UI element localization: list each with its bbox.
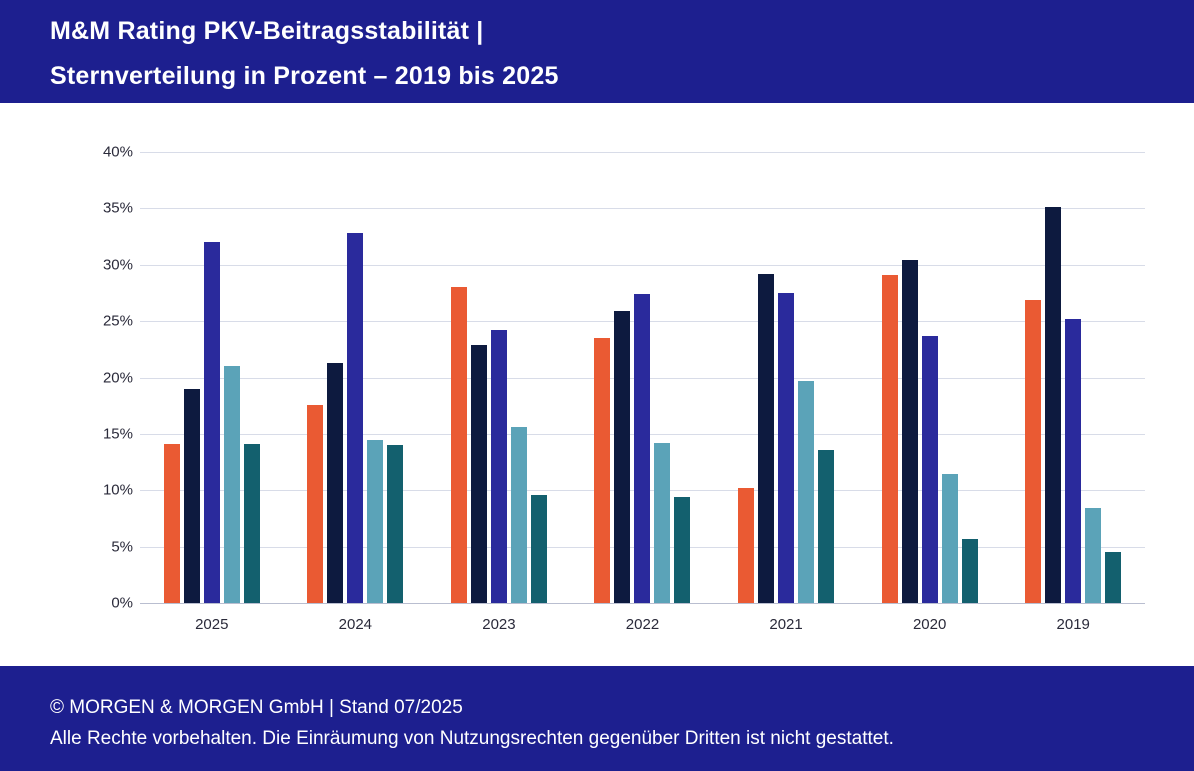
copyright-line: © MORGEN & MORGEN GmbH | Stand 07/2025 [50,697,463,718]
bar [594,338,610,603]
bar [1085,508,1101,603]
y-axis-tick-label: 10% [102,481,133,499]
bar [1045,207,1061,603]
bar-group [140,152,284,603]
bar [244,444,260,603]
bar [1105,552,1121,603]
bar [634,294,650,603]
bar [614,311,630,603]
bar [184,389,200,603]
bar [882,275,898,603]
bar [224,366,240,603]
bar [818,450,834,603]
y-axis-tick-label: 30% [102,256,133,274]
bar [471,345,487,603]
bar-series-container [140,152,1145,603]
x-axis-tick-label: 2024 [338,616,373,633]
x-axis-tick-label: 2019 [1056,616,1090,633]
bar-group [427,152,571,603]
bar-group [571,152,715,603]
y-axis-tick-label: 40% [102,143,133,161]
page-title-line-1: M&M Rating PKV-Beitragsstabilität | [50,17,484,45]
bar [674,497,690,603]
bar [738,488,754,603]
y-axis-tick-label: 25% [102,312,133,330]
footer-banner [0,666,1194,771]
y-axis-tick-label: 5% [111,538,133,556]
bar [902,260,918,603]
y-axis-tick-label: 35% [102,199,133,217]
bar [654,443,670,603]
bar [1025,300,1041,603]
y-axis-tick-label: 15% [102,425,133,443]
rights-line: Alle Rechte vorbehalten. Die Einräumung von Nutzungsrechten gegenüber Dritten ist nicht gestattet. [50,728,894,749]
bar [798,381,814,603]
header-banner [0,0,1194,103]
x-axis-tick-label: 2025 [195,616,229,633]
page-title-line-2: Sternverteilung in Prozent – 2019 bis 2025 [50,62,559,90]
bar [922,336,938,603]
gridline [140,603,1145,604]
bar [204,242,220,603]
bar [307,405,323,603]
bar-group [1001,152,1145,603]
bar [327,363,343,603]
bar [511,427,527,603]
y-axis-tick-label: 20% [102,369,133,386]
x-axis-tick-label: 2022 [625,616,660,633]
bar [491,330,507,603]
bar [531,495,547,603]
bar [1065,319,1081,603]
chart-canvas [0,103,1194,666]
bar [942,474,958,603]
bar [758,274,774,603]
bar [778,293,794,603]
plot-area [102,143,1145,633]
bar [347,233,363,603]
x-axis-tick-label: 2023 [482,616,516,633]
x-axis-tick-label: 2020 [912,616,947,633]
bar [962,539,978,603]
bar [387,445,403,603]
y-axis-tick-label: 0% [111,594,133,612]
bar-group [284,152,428,603]
bar [451,287,467,603]
bar [367,440,383,603]
bar-group [858,152,1002,603]
bar [164,444,180,603]
bar-group [714,152,858,603]
x-axis-tick-label: 2021 [769,616,803,633]
